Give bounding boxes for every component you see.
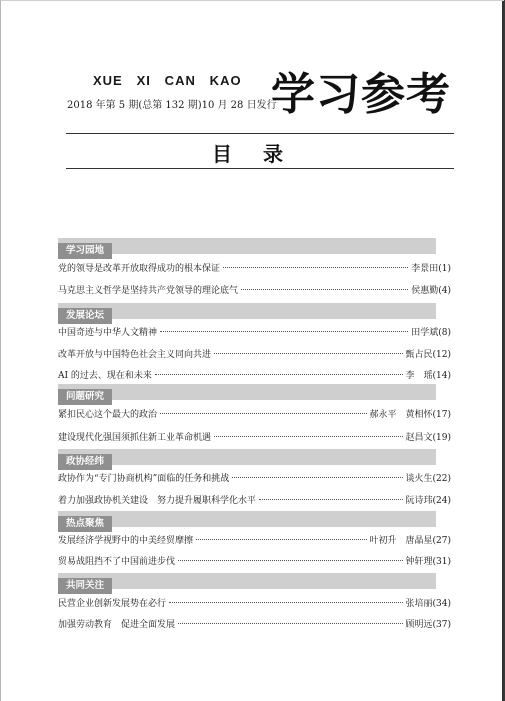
dot-leader — [169, 602, 402, 603]
entry-author: 谈火生 — [405, 474, 433, 484]
toc-entry[interactable] — [58, 262, 451, 276]
section-header — [58, 449, 436, 465]
section-label: 热点聚焦 — [58, 516, 112, 532]
entry-page: (24) — [432, 496, 451, 506]
dot-leader — [214, 436, 402, 437]
section-label: 政协经纬 — [58, 454, 112, 470]
section-label: 发展论坛 — [58, 308, 112, 324]
entry-title: 马克思主义哲学是坚持共产党领导的理论底气 — [58, 286, 239, 296]
entry-author: 张培丽 — [405, 599, 433, 609]
toc-entry[interactable] — [58, 618, 451, 632]
entry-author: 钟轩理 — [405, 557, 433, 567]
toc-entry[interactable] — [58, 534, 451, 548]
entry-title: 紧扣民心这个最大的政治 — [58, 410, 158, 420]
entry-author: 赵昌文 — [405, 433, 433, 443]
entry-author: 甄占民 — [405, 350, 433, 360]
section-header — [58, 511, 436, 527]
entry-author: 叶初升 唐晶星 — [369, 536, 433, 546]
entry-title: 贸易战阻挡不了中国前进步伐 — [58, 557, 176, 567]
entry-page: (8) — [438, 328, 451, 338]
dot-leader — [223, 267, 408, 268]
dot-leader — [241, 289, 408, 290]
dot-leader — [178, 560, 402, 561]
entry-page: (31) — [432, 557, 451, 567]
page-edge — [502, 1, 504, 701]
entry-author: 郝永平 黄相怀 — [369, 410, 433, 420]
entry-author: 顾明远 — [405, 620, 433, 630]
entry-title: AI 的过去、现在和未来 — [58, 371, 152, 381]
entry-page: (22) — [432, 474, 451, 484]
toc-entry[interactable] — [58, 408, 451, 422]
entry-page: (37) — [432, 620, 451, 630]
dot-leader — [155, 374, 403, 375]
section-label: 共同关注 — [58, 578, 112, 594]
masthead-logo — [271, 63, 451, 119]
section-header — [58, 384, 436, 400]
toc-entry[interactable] — [58, 326, 451, 340]
toc-entry[interactable] — [58, 284, 451, 298]
entry-page: (1) — [438, 264, 451, 274]
entry-page: (34) — [432, 599, 451, 609]
entry-title: 着力加强政协机关建设 努力提升履职科学化水平 — [58, 496, 257, 506]
dot-leader — [214, 353, 402, 354]
toc-entry[interactable] — [58, 494, 451, 508]
entry-title: 政协作为“专门协商机构”面临的任务和挑战 — [58, 474, 230, 484]
entry-author: 李景田 — [411, 264, 439, 274]
entry-title: 发展经济学视野中的中美经贸摩擦 — [58, 536, 194, 546]
entry-page: (27) — [432, 536, 451, 546]
entry-page: (17) — [432, 410, 451, 420]
dot-leader — [160, 413, 366, 414]
toc-heading: 目 录 — [212, 142, 295, 166]
section-header — [58, 573, 436, 589]
toc-entry[interactable] — [58, 597, 451, 611]
dot-leader — [259, 499, 402, 500]
toc-entry[interactable] — [58, 555, 451, 569]
toc-entry[interactable] — [58, 472, 451, 486]
entry-title: 加强劳动教育 促进全面发展 — [58, 620, 176, 630]
entry-author: 阮诗玮 — [405, 496, 433, 506]
entry-author: 李 瑶 — [405, 371, 433, 381]
entry-title: 中国奇迹与中华人文精神 — [58, 328, 158, 338]
entry-author: 田学斌 — [411, 328, 439, 338]
dot-leader — [160, 331, 408, 332]
section-label: 学习园地 — [58, 243, 112, 259]
section-header — [58, 238, 436, 254]
dot-leader — [232, 477, 402, 478]
dot-leader — [178, 623, 402, 624]
divider-top — [66, 133, 454, 134]
entry-author: 侯惠勤 — [411, 286, 439, 296]
section-label: 问题研究 — [58, 389, 112, 405]
section-header — [58, 303, 436, 319]
entry-page: (14) — [432, 371, 451, 381]
issue-line: 2018 年第 5 期(总第 132 期)10 月 28 日发行 — [67, 100, 277, 111]
masthead-pinyin: XUE XI CAN KAO — [93, 73, 242, 88]
dot-leader — [196, 539, 366, 540]
entry-title: 改革开放与中国特色社会主义同向共进 — [58, 350, 212, 360]
entry-title: 党的领导是改革开放取得成功的根本保证 — [58, 264, 221, 274]
toc-entry[interactable] — [58, 369, 451, 383]
toc-entry[interactable] — [58, 348, 451, 362]
entry-page: (19) — [432, 433, 451, 443]
toc-entry[interactable] — [58, 431, 451, 445]
entry-page: (12) — [432, 350, 451, 360]
entry-page: (4) — [438, 286, 451, 296]
divider-bottom — [66, 168, 454, 169]
entry-title: 建设现代化强国须抓住新工业革命机遇 — [58, 433, 212, 443]
entry-title: 民营企业创新发展势在必行 — [58, 599, 167, 609]
logo-text: 学习参考 — [271, 69, 451, 119]
